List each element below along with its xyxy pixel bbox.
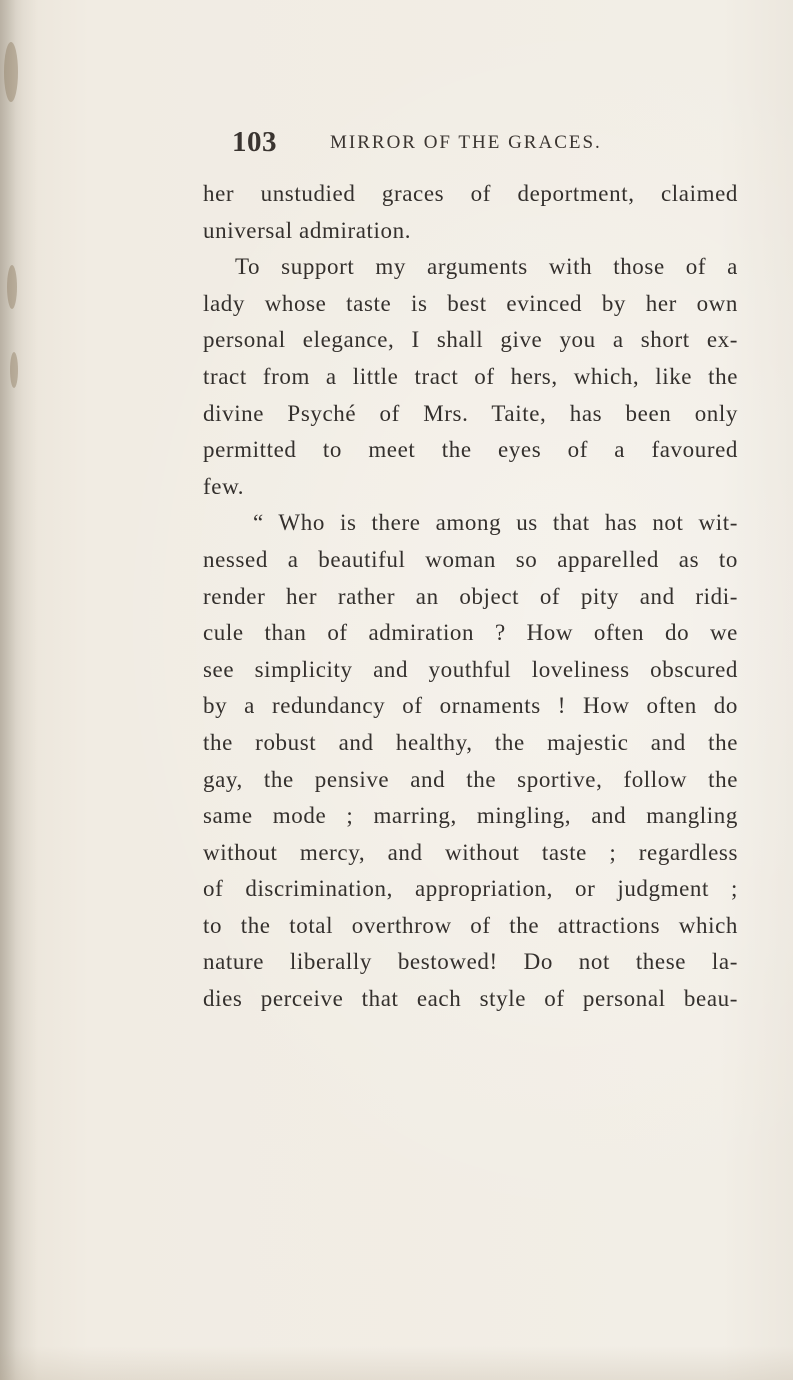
text-line: tract from a little tract of hers, which, like the <box>203 363 738 389</box>
text-line: cule than of admiration ? How often do we <box>203 620 738 646</box>
text-line: without mercy, and without taste ; regardless <box>203 839 738 865</box>
text-line: divine Psyché of Mrs. Taite, has been only <box>203 400 738 426</box>
page-body-text <box>203 176 738 1018</box>
text-line: universal admiration. <box>203 217 412 243</box>
text-line: same mode ; marring, mingling, and mangling <box>203 803 738 829</box>
paper-stain <box>7 265 17 309</box>
text-line: nature liberally bestowed! Do not these la- <box>203 949 738 975</box>
binding-shadow <box>0 0 38 1380</box>
text-line: personal elegance, I shall give you a short ex- <box>203 327 738 353</box>
text-line: To support my arguments with those of a <box>235 254 738 280</box>
text-line: of discrimination, appropriation, or judgment ; <box>203 876 738 902</box>
text-line: permitted to meet the eyes of a favoured <box>203 437 738 463</box>
text-line: gay, the pensive and the sportive, follow the <box>203 766 738 792</box>
bottom-page-wear <box>0 1346 793 1380</box>
page-number: 103 <box>232 126 277 158</box>
paper-stain <box>4 42 18 102</box>
text-line: to the total overthrow of the attractions which <box>203 912 738 938</box>
paper-stain <box>10 352 18 388</box>
text-line: nessed a beautiful woman so apparelled as to <box>203 546 738 572</box>
text-line: render her rather an object of pity and ridi- <box>203 583 738 609</box>
text-line: the robust and healthy, the majestic and the <box>203 729 738 755</box>
text-line: dies perceive that each style of personal beau- <box>203 986 738 1012</box>
text-line: few. <box>203 473 245 499</box>
text-line: lady whose taste is best evinced by her own <box>203 290 738 316</box>
text-line: see simplicity and youthful loveliness obscured <box>203 656 738 682</box>
text-line: by a redundancy of ornaments ! How often do <box>203 693 738 719</box>
text-line: her unstudied graces of deportment, claimed <box>203 181 738 206</box>
text-line: “ Who is there among us that has not wit- <box>253 510 738 536</box>
page-header <box>232 126 752 166</box>
running-title: MIRROR OF THE GRACES. <box>330 132 602 153</box>
